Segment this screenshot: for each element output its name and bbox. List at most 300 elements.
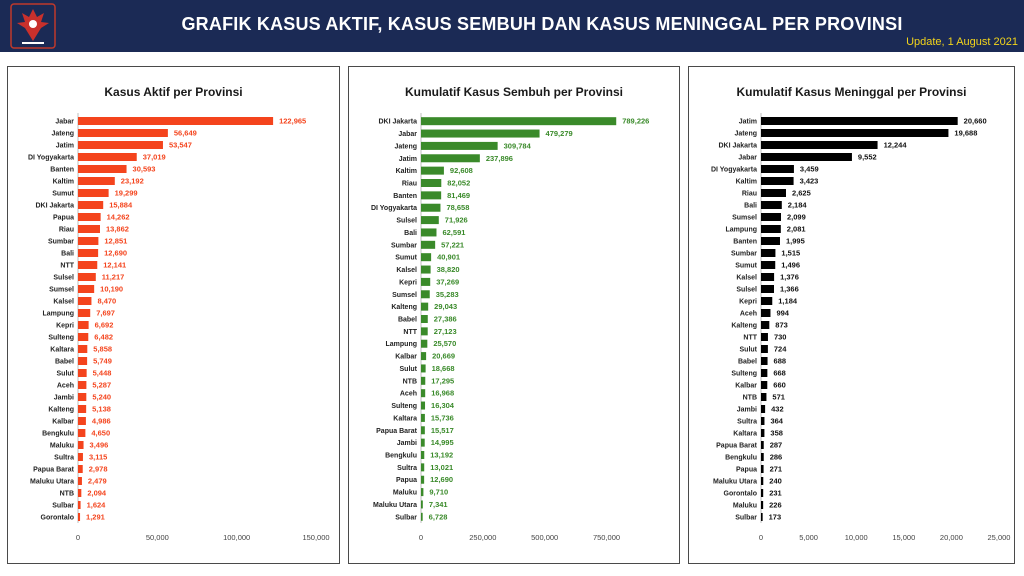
x-tick-label: 0 bbox=[418, 533, 424, 542]
bar bbox=[761, 441, 764, 449]
x-tick-label: 50,000 bbox=[145, 533, 169, 542]
category-label: Papua Barat bbox=[716, 442, 757, 450]
data-label: 8,470 bbox=[97, 296, 117, 306]
x-tick-label: 100,000 bbox=[223, 533, 251, 542]
category-label: Bengkulu bbox=[42, 430, 74, 438]
category-label: Maluku bbox=[49, 442, 74, 450]
data-label: 237,896 bbox=[485, 153, 513, 163]
bar bbox=[761, 249, 775, 257]
data-label: 364 bbox=[770, 416, 783, 426]
bar bbox=[421, 488, 423, 496]
bar bbox=[761, 225, 781, 233]
category-label: Sultra bbox=[54, 454, 74, 462]
data-label: 19,299 bbox=[114, 188, 138, 198]
data-label: 2,094 bbox=[87, 488, 107, 498]
bar bbox=[421, 290, 430, 298]
bar bbox=[761, 273, 774, 281]
category-label: Jambi bbox=[736, 406, 757, 414]
category-label: Sulteng bbox=[48, 334, 74, 342]
data-label: 730 bbox=[773, 332, 787, 342]
x-tick-label: 250,000 bbox=[469, 533, 497, 542]
bar bbox=[761, 501, 763, 509]
data-label: 12,690 bbox=[104, 248, 128, 258]
bar bbox=[421, 364, 426, 372]
data-label: 1,995 bbox=[785, 236, 805, 246]
update-date: Update, 1 August 2021 bbox=[906, 36, 1018, 48]
covid19-task-force-logo-icon bbox=[10, 3, 56, 49]
data-label: 1,376 bbox=[780, 272, 799, 282]
data-label: 20,669 bbox=[432, 351, 456, 361]
bar bbox=[421, 402, 425, 410]
category-label: Kaltara bbox=[733, 430, 757, 438]
bar bbox=[761, 213, 781, 221]
data-label: 1,184 bbox=[778, 296, 798, 306]
bar bbox=[761, 393, 766, 401]
category-label: DI Yogyakarta bbox=[27, 154, 74, 162]
data-label: 2,081 bbox=[786, 224, 806, 234]
bar bbox=[761, 309, 770, 317]
category-label: Lampung bbox=[42, 310, 74, 318]
data-label: 29,043 bbox=[434, 302, 458, 312]
data-label: 2,978 bbox=[88, 464, 108, 474]
category-label: Kalsel bbox=[396, 267, 417, 275]
bar bbox=[421, 463, 424, 471]
category-label: Bali bbox=[744, 202, 757, 210]
bar bbox=[761, 369, 767, 377]
bar bbox=[78, 381, 86, 389]
category-label: Sulteng bbox=[391, 403, 417, 411]
bar bbox=[421, 228, 436, 236]
category-label: Babel bbox=[737, 358, 757, 366]
category-label: Kalteng bbox=[731, 322, 757, 330]
category-label: Maluku bbox=[392, 489, 417, 497]
data-label: 994 bbox=[776, 308, 789, 318]
data-label: 12,244 bbox=[883, 140, 907, 150]
data-label: 5,287 bbox=[92, 380, 112, 390]
category-label: Jatim bbox=[398, 155, 417, 163]
bar bbox=[78, 261, 97, 269]
bar bbox=[78, 333, 88, 341]
data-label: 309,784 bbox=[503, 141, 531, 151]
category-label: Babel bbox=[397, 316, 417, 324]
data-label: 14,262 bbox=[106, 212, 130, 222]
bar bbox=[421, 278, 430, 286]
data-label: 6,692 bbox=[94, 320, 114, 330]
bar bbox=[78, 417, 86, 425]
bar bbox=[761, 129, 948, 137]
data-label: 12,690 bbox=[430, 475, 454, 485]
bar bbox=[78, 453, 83, 461]
category-label: Jateng bbox=[734, 130, 757, 138]
bar bbox=[421, 513, 423, 521]
data-label: 1,515 bbox=[781, 248, 801, 258]
bar bbox=[761, 297, 772, 305]
category-label: Kalsel bbox=[53, 298, 74, 306]
chart-title-kasus-aktif: Kasus Aktif per Provinsi bbox=[104, 85, 243, 99]
bar bbox=[761, 285, 774, 293]
data-label: 432 bbox=[771, 404, 784, 414]
data-label: 2,479 bbox=[87, 476, 107, 486]
category-label: Papua bbox=[52, 214, 74, 222]
category-label: Sumut bbox=[52, 190, 74, 198]
bar bbox=[78, 273, 96, 281]
data-label: 57,221 bbox=[441, 240, 465, 250]
category-label: Sulsel bbox=[53, 274, 74, 282]
bar bbox=[78, 357, 87, 365]
category-label: Kalbar bbox=[52, 418, 74, 426]
category-label: DI Yogyakarta bbox=[710, 166, 757, 174]
bar bbox=[421, 389, 425, 397]
bar bbox=[761, 117, 958, 125]
data-label: 571 bbox=[772, 392, 785, 402]
bar bbox=[761, 465, 764, 473]
data-label: 2,625 bbox=[791, 188, 811, 198]
category-label: Maluku Utara bbox=[373, 501, 417, 509]
bar bbox=[78, 345, 87, 353]
category-label: Jabar bbox=[55, 118, 74, 126]
data-label: 3,496 bbox=[89, 440, 109, 450]
data-label: 231 bbox=[769, 488, 782, 498]
bar bbox=[78, 321, 89, 329]
category-label: Sultra bbox=[397, 464, 417, 472]
data-label: 7,697 bbox=[96, 308, 115, 318]
data-label: 71,926 bbox=[444, 215, 468, 225]
data-label: 3,423 bbox=[799, 176, 819, 186]
category-label: Papua Barat bbox=[33, 466, 74, 474]
bar bbox=[78, 177, 115, 185]
category-label: Jabar bbox=[738, 154, 757, 162]
bar bbox=[78, 201, 103, 209]
data-label: 13,021 bbox=[430, 462, 454, 472]
bar bbox=[78, 405, 86, 413]
bar bbox=[761, 165, 794, 173]
chart-kasus-meninggal bbox=[689, 67, 1014, 563]
bar bbox=[421, 327, 428, 335]
bar bbox=[421, 340, 427, 348]
category-label: Sulut bbox=[56, 370, 74, 378]
category-label: Lampung bbox=[725, 226, 757, 234]
bar bbox=[421, 377, 425, 385]
category-label: Bengkulu bbox=[725, 454, 757, 462]
data-label: 6,482 bbox=[94, 332, 114, 342]
data-label: 1,496 bbox=[781, 260, 801, 270]
bar bbox=[421, 179, 441, 187]
category-label: Kaltara bbox=[50, 346, 74, 354]
data-label: 271 bbox=[769, 464, 783, 474]
bar bbox=[761, 381, 767, 389]
x-tick-label: 150,000 bbox=[302, 533, 330, 542]
data-label: 23,192 bbox=[120, 176, 144, 186]
data-label: 81,469 bbox=[447, 190, 471, 200]
bar bbox=[761, 429, 764, 437]
bar bbox=[421, 204, 440, 212]
page-title: GRAFIK KASUS AKTIF, KASUS SEMBUH DAN KASUS MENINGGAL PER PROVINSI bbox=[181, 14, 903, 34]
category-label: Maluku Utara bbox=[713, 478, 757, 486]
data-label: 226 bbox=[769, 500, 782, 510]
bar bbox=[421, 500, 423, 508]
data-label: 53,547 bbox=[168, 140, 192, 150]
data-label: 92,608 bbox=[449, 166, 473, 176]
category-label: Kaltim bbox=[395, 168, 417, 176]
bar bbox=[78, 237, 98, 245]
bar bbox=[421, 266, 431, 274]
data-label: 14,995 bbox=[430, 438, 454, 448]
data-label: 3,459 bbox=[799, 164, 819, 174]
data-label: 82,052 bbox=[447, 178, 471, 188]
bar bbox=[761, 153, 852, 161]
category-label: Kalteng bbox=[48, 406, 74, 414]
category-label: Sumut bbox=[395, 254, 417, 262]
category-label: Sumsel bbox=[49, 286, 74, 294]
category-label: NTB bbox=[742, 394, 757, 402]
category-label: Kalbar bbox=[735, 382, 757, 390]
data-label: 37,019 bbox=[142, 152, 166, 162]
category-label: NTT bbox=[743, 334, 757, 342]
data-label: 240 bbox=[769, 476, 782, 486]
data-label: 25,570 bbox=[433, 339, 457, 349]
category-label: Riau bbox=[58, 226, 74, 234]
category-label: Sulbar bbox=[735, 514, 757, 522]
data-label: 358 bbox=[770, 428, 783, 438]
category-label: Jabar bbox=[398, 131, 417, 139]
category-label: Babel bbox=[54, 358, 74, 366]
data-label: 5,138 bbox=[92, 404, 111, 414]
bar bbox=[421, 451, 424, 459]
data-label: 1,366 bbox=[780, 284, 799, 294]
bar bbox=[78, 165, 127, 173]
bar bbox=[421, 142, 498, 150]
data-label: 5,749 bbox=[93, 356, 112, 366]
bar bbox=[421, 352, 426, 360]
bar bbox=[761, 345, 768, 353]
data-label: 5,858 bbox=[93, 344, 113, 354]
category-label: Lampung bbox=[385, 341, 417, 349]
category-label: Kaltara bbox=[393, 415, 417, 423]
category-label: Jateng bbox=[51, 130, 74, 138]
bar bbox=[761, 321, 769, 329]
bar bbox=[78, 489, 81, 497]
category-label: NTT bbox=[403, 328, 417, 336]
category-label: Bengkulu bbox=[385, 452, 417, 460]
data-label: 5,240 bbox=[92, 392, 112, 402]
bar bbox=[761, 189, 786, 197]
data-label: 17,295 bbox=[431, 376, 455, 386]
data-label: 11,217 bbox=[101, 272, 125, 282]
bar bbox=[78, 225, 100, 233]
category-label: Kalteng bbox=[391, 304, 417, 312]
bar bbox=[421, 167, 444, 175]
bar bbox=[78, 117, 273, 125]
chart-kasus-sembuh bbox=[349, 67, 679, 563]
bar bbox=[421, 439, 425, 447]
bar bbox=[421, 426, 425, 434]
category-label: Sulteng bbox=[731, 370, 757, 378]
x-tick-label: 0 bbox=[75, 533, 81, 542]
category-label: Bali bbox=[404, 229, 417, 237]
data-label: 56,649 bbox=[173, 128, 197, 138]
category-label: Sulbar bbox=[52, 502, 74, 510]
bar bbox=[78, 141, 163, 149]
data-label: 10,190 bbox=[100, 284, 124, 294]
category-label: Banten bbox=[393, 192, 417, 200]
data-label: 30,593 bbox=[132, 164, 156, 174]
bar bbox=[761, 405, 765, 413]
category-label: DKI Jakarta bbox=[35, 202, 74, 210]
bar bbox=[78, 477, 82, 485]
category-label: Sumbar bbox=[390, 242, 417, 250]
category-label: Kaltim bbox=[735, 178, 757, 186]
category-label: Gorontalo bbox=[40, 514, 74, 522]
category-label: NTT bbox=[60, 262, 74, 270]
data-label: 724 bbox=[773, 344, 787, 354]
bar bbox=[421, 253, 431, 261]
data-label: 6,728 bbox=[428, 512, 448, 522]
bar bbox=[761, 177, 794, 185]
data-label: 13,862 bbox=[105, 224, 129, 234]
bar bbox=[78, 369, 87, 377]
category-label: Sulut bbox=[399, 365, 417, 373]
category-label: DI Yogyakarta bbox=[370, 205, 417, 213]
data-label: 4,650 bbox=[91, 428, 111, 438]
x-tick-label: 25,000 bbox=[987, 533, 1011, 542]
data-label: 1,291 bbox=[86, 512, 105, 522]
bar bbox=[78, 189, 109, 197]
category-label: Sulbar bbox=[395, 514, 417, 522]
category-label: Aceh bbox=[399, 390, 417, 398]
bar bbox=[421, 154, 480, 162]
data-label: 668 bbox=[773, 368, 786, 378]
category-label: Banten bbox=[50, 166, 74, 174]
bar bbox=[421, 414, 425, 422]
category-label: Jambi bbox=[396, 440, 417, 448]
data-label: 37,269 bbox=[436, 277, 460, 287]
data-label: 873 bbox=[775, 320, 788, 330]
bar bbox=[421, 315, 428, 323]
category-label: Riau bbox=[741, 190, 757, 198]
data-label: 78,658 bbox=[446, 203, 470, 213]
bar bbox=[78, 249, 98, 257]
category-label: Sulut bbox=[739, 346, 757, 354]
data-label: 4,986 bbox=[91, 416, 111, 426]
x-tick-label: 0 bbox=[758, 533, 764, 542]
data-label: 9,710 bbox=[429, 487, 449, 497]
category-label: Sumsel bbox=[392, 291, 417, 299]
category-label: Jateng bbox=[394, 143, 417, 151]
bar bbox=[761, 357, 768, 365]
data-label: 3,115 bbox=[88, 452, 108, 462]
bar bbox=[761, 201, 782, 209]
data-label: 12,851 bbox=[104, 236, 128, 246]
bar bbox=[78, 285, 94, 293]
bar bbox=[761, 489, 763, 497]
category-label: Maluku bbox=[732, 502, 757, 510]
data-label: 15,884 bbox=[109, 200, 133, 210]
category-label: Riau bbox=[401, 180, 417, 188]
category-label: Gorontalo bbox=[723, 490, 757, 498]
category-label: Bali bbox=[61, 250, 74, 258]
data-label: 688 bbox=[773, 356, 787, 366]
category-label: Sumut bbox=[735, 262, 757, 270]
data-label: 27,123 bbox=[433, 326, 457, 336]
bar bbox=[78, 465, 83, 473]
bar bbox=[761, 417, 764, 425]
data-label: 16,304 bbox=[431, 401, 454, 411]
data-label: 38,820 bbox=[436, 265, 460, 275]
bar bbox=[78, 297, 91, 305]
category-label: Sulsel bbox=[396, 217, 417, 225]
data-label: 122,965 bbox=[279, 116, 307, 126]
x-tick-label: 20,000 bbox=[939, 533, 963, 542]
bar bbox=[421, 117, 616, 125]
category-label: Sulsel bbox=[736, 286, 757, 294]
category-label: Kepri bbox=[56, 322, 74, 330]
bar bbox=[78, 501, 81, 509]
bar bbox=[78, 429, 85, 437]
bar bbox=[78, 213, 101, 221]
chart-title-kasus-meninggal: Kumulatif Kasus Meninggal per Provinsi bbox=[736, 85, 967, 99]
category-label: Jambi bbox=[53, 394, 74, 402]
bar bbox=[761, 261, 775, 269]
data-label: 5,448 bbox=[92, 368, 112, 378]
category-label: Kalbar bbox=[395, 353, 417, 361]
category-label: DKI Jakarta bbox=[378, 118, 417, 126]
category-label: NTB bbox=[59, 490, 74, 498]
category-label: DKI Jakarta bbox=[718, 142, 757, 150]
bar bbox=[761, 453, 764, 461]
chart-panel-kasus-sembuh bbox=[348, 66, 680, 564]
data-label: 15,517 bbox=[430, 425, 454, 435]
bar bbox=[78, 441, 84, 449]
data-label: 15,736 bbox=[430, 413, 454, 423]
category-label: Sultra bbox=[737, 418, 757, 426]
data-label: 660 bbox=[773, 380, 786, 390]
data-label: 12,141 bbox=[103, 260, 127, 270]
category-label: Aceh bbox=[739, 310, 757, 318]
x-tick-label: 5,000 bbox=[799, 533, 818, 542]
data-label: 479,279 bbox=[545, 129, 573, 139]
category-label: Jatim bbox=[738, 118, 757, 126]
data-label: 287 bbox=[769, 440, 783, 450]
chart-title-kasus-sembuh: Kumulatif Kasus Sembuh per Provinsi bbox=[404, 85, 624, 99]
data-label: 7,341 bbox=[428, 499, 448, 509]
bar bbox=[421, 216, 439, 224]
category-label: Kalsel bbox=[736, 274, 757, 282]
data-label: 16,968 bbox=[431, 388, 455, 398]
bar bbox=[78, 393, 86, 401]
category-label: Sumsel bbox=[732, 214, 757, 222]
data-label: 35,283 bbox=[435, 289, 459, 299]
data-label: 18,668 bbox=[431, 363, 455, 373]
x-tick-label: 10,000 bbox=[844, 533, 868, 542]
header-bar bbox=[0, 0, 1024, 52]
bar bbox=[78, 153, 137, 161]
data-label: 9,552 bbox=[857, 152, 877, 162]
data-label: 40,901 bbox=[437, 252, 461, 262]
bar bbox=[761, 333, 768, 341]
x-tick-label: 15,000 bbox=[892, 533, 916, 542]
category-label: Kepri bbox=[739, 298, 757, 306]
category-label: Sumbar bbox=[730, 250, 757, 258]
bar bbox=[421, 130, 540, 138]
category-label: Jatim bbox=[55, 142, 74, 150]
data-label: 19,688 bbox=[954, 128, 978, 138]
data-label: 27,386 bbox=[433, 314, 457, 324]
category-label: Papua bbox=[395, 477, 417, 485]
category-label: Papua Barat bbox=[376, 427, 417, 435]
data-label: 789,226 bbox=[622, 116, 650, 126]
data-label: 286 bbox=[769, 452, 783, 462]
data-label: 2,099 bbox=[786, 212, 806, 222]
